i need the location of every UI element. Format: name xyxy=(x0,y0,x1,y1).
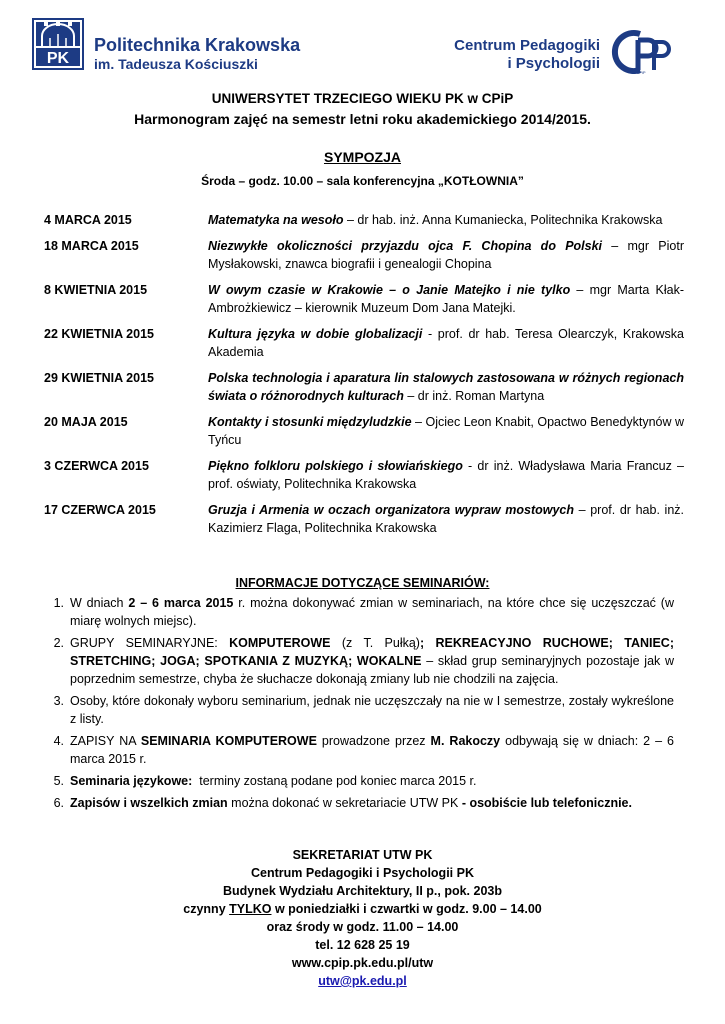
item-text-bold: Seminaria językowe: xyxy=(70,774,193,788)
schedule-date: 3 CZERWCA 2015 xyxy=(44,459,149,473)
schedule-row xyxy=(44,369,684,405)
lecture-title: Niezwykłe okoliczności przyjazdu ojca F. Chopina do Polski xyxy=(208,239,603,253)
schedule-date: 4 MARCA 2015 xyxy=(44,213,132,227)
info-title: INFORMACJE DOTYCZĄCE SEMINARIÓW: xyxy=(235,576,490,590)
info-item xyxy=(44,692,674,728)
item-text-bold: KOMPUTEROWE xyxy=(229,636,331,650)
lecture-speaker: – Ojciec Leon Knabit, Opactwo Benedyktynów w Tyńcu xyxy=(208,415,685,447)
item-text-part: można dokonać w sekretariacie UTW PK xyxy=(227,796,462,810)
schedule-description xyxy=(208,211,684,229)
lecture-speaker: – dr hab. inż. Anna Kumaniecka, Politechnika Krakowska xyxy=(343,213,663,227)
schedule-description xyxy=(208,369,684,405)
item-number: 6. xyxy=(53,796,64,810)
section-title: SYMPOZJA xyxy=(323,149,401,165)
schedule-description xyxy=(208,237,684,273)
svg-text:CPiP: CPiP xyxy=(636,70,646,75)
schedule-row xyxy=(44,211,684,229)
section-subtitle: Środa – godz. 10.00 – sala konferencyjna „KOTŁOWNIA” xyxy=(201,174,524,188)
item-number: 4. xyxy=(53,734,64,748)
lecture-title: Piękno folkloru polskiego i słowiańskiego xyxy=(208,459,463,473)
footer-website: www.cpip.pk.edu.pl/utw xyxy=(291,956,434,970)
schedule-description xyxy=(208,325,684,361)
schedule-row xyxy=(44,237,684,273)
footer-hours-emphasis: TYLKO xyxy=(229,902,272,916)
item-text-part: r. można dokonywać zmian w seminariach, na które chce się uczęszczać (w miarę wolnych miejsc). xyxy=(70,596,674,628)
schedule-list xyxy=(44,211,684,545)
cpip-logo-icon xyxy=(610,28,672,76)
schedule-date: 29 KWIETNIA 2015 xyxy=(44,371,154,385)
item-text-bold: M. Rakoczy xyxy=(430,734,501,748)
footer-address: Budynek Wydziału Architektury, II p., pok. 203b xyxy=(223,884,502,898)
item-text-part: ZAPISY NA xyxy=(70,734,141,748)
item-text-part: – skład grup seminaryjnych pozostaje jak w poprzednim semestrze, chyba że słuchacze dokonają zmiany lub nie chodzili na zajęcia. xyxy=(70,654,674,686)
lecture-title: Gruzja i Armenia w oczach organizatora wypraw mostowych xyxy=(208,503,575,517)
center-name xyxy=(454,37,600,73)
schedule-date: 20 MAJA 2015 xyxy=(44,415,128,429)
letterhead xyxy=(32,18,682,76)
footer-email-link[interactable]: utw@pk.edu.pl xyxy=(318,974,407,988)
footer-hours-part: czynny xyxy=(183,902,230,916)
schedule-row xyxy=(44,325,684,361)
lecture-speaker: - prof. dr hab. Teresa Olearczyk, Krakowska Akademia xyxy=(208,327,684,359)
schedule-row xyxy=(44,457,684,493)
item-text xyxy=(70,772,674,790)
footer-hours xyxy=(0,900,725,918)
footer-phone: tel. 12 628 25 19 xyxy=(315,938,410,952)
item-text-bold: ; REKREACYJNO RUCHOWE; TANIEC; STRETCHING; JOGA; SPOTKANIA Z MUZYKĄ; WOKALNE xyxy=(70,636,675,668)
item-text xyxy=(70,594,674,630)
item-text xyxy=(70,794,674,812)
schedule-row xyxy=(44,413,684,449)
lecture-title: Kontakty i stosunki międzyludzkie xyxy=(208,415,412,429)
item-text xyxy=(70,732,674,768)
lecture-title: Kultura języka w dobie globalizacji xyxy=(208,327,423,341)
lecture-speaker: – mgr Piotr Mysłakowski, znawca biografii i genealogii Chopina xyxy=(208,239,684,271)
lecture-title: Polska technologia i aparatura lin stalowych zastosowana w różnych regionach świata o różnorodnych kulturach xyxy=(208,371,684,403)
footer-heading: SEKRETARIAT UTW PK xyxy=(292,848,433,862)
item-text-part: Osoby, które dokonały wyboru seminarium, jednak nie uczęszczały na nie w I semestrze, zostały wykreślone z listy. xyxy=(70,694,674,726)
item-text-part: GRUPY SEMINARYJNE: xyxy=(70,636,230,650)
lecture-speaker: – prof. dr hab. inż. Kazimierz Flaga, Politechnika Krakowska xyxy=(208,503,684,535)
item-number: 2. xyxy=(53,636,64,650)
university-name: Politechnika Krakowska xyxy=(94,35,301,55)
center-name-line1: Centrum Pedagogiki xyxy=(454,37,600,54)
contact-footer xyxy=(0,846,725,990)
item-text xyxy=(70,634,674,688)
item-text xyxy=(70,692,674,728)
lecture-title: Matematyka na wesoło xyxy=(208,213,344,227)
schedule-description xyxy=(208,457,684,493)
item-number: 3. xyxy=(53,694,64,708)
item-text-bold: Zapisów i wszelkich zmian xyxy=(70,796,228,810)
item-number: 1. xyxy=(53,596,64,610)
footer-hours-part: w poniedziałki i czwartki w godz. 9.00 – 14.00 xyxy=(271,902,542,916)
lecture-speaker: - dr inż. Władysława Maria Francuz – prof. oświaty, Politechnika Krakowska xyxy=(208,459,684,491)
svg-text:PK: PK xyxy=(46,50,70,67)
footer-hours-wednesday: oraz środy w godz. 11.00 – 14.00 xyxy=(266,920,459,934)
schedule-row xyxy=(44,501,684,537)
item-text-bold: SEMINARIA KOMPUTEROWE xyxy=(140,734,317,748)
info-item xyxy=(44,732,674,768)
schedule-row xyxy=(44,281,684,317)
item-text-bold: - osobiście lub telefonicznie. xyxy=(461,796,632,810)
item-text-part: prowadzone przez xyxy=(316,734,431,748)
schedule-description xyxy=(208,413,684,449)
info-item xyxy=(44,772,674,790)
lecture-speaker: – dr inż. Roman Martyna xyxy=(403,389,545,403)
schedule-date: 17 CZERWCA 2015 xyxy=(44,503,156,517)
center-name-line2: i Psychologii xyxy=(507,55,600,72)
lecture-title: W owym czasie w Krakowie – o Janie Matejko i nie tylko xyxy=(208,283,571,297)
item-text-part: odbywają się w dniach: 2 – 6 marca 2015 r. xyxy=(70,734,674,766)
info-item xyxy=(44,594,674,630)
item-text-bold: 2 – 6 marca 2015 xyxy=(128,596,234,610)
schedule-date: 18 MARCA 2015 xyxy=(44,239,139,253)
item-text-part: (z T. Pułką) xyxy=(330,636,420,650)
item-text-part: terminy zostaną podane pod koniec marca 2015 r. xyxy=(192,774,477,788)
schedule-date: 22 KWIETNIA 2015 xyxy=(44,327,154,341)
schedule-date: 8 KWIETNIA 2015 xyxy=(44,283,148,297)
info-item xyxy=(44,634,674,688)
document-title: UNIWERSYTET TRZECIEGO WIEKU PK w CPiP xyxy=(211,91,514,106)
schedule-description xyxy=(208,501,684,537)
document-subtitle: Harmonogram zajęć na semestr letni roku akademickiego 2014/2015. xyxy=(134,111,591,127)
pk-logo-icon xyxy=(32,18,84,70)
university-subtitle: im. Tadeusza Kościuszki xyxy=(94,56,258,72)
footer-center: Centrum Pedagogiki i Psychologii PK xyxy=(251,866,474,880)
lecture-speaker: – mgr Marta Kłak-Ambrożkiewicz – kierownik Muzeum Dom Jana Matejki. xyxy=(208,283,684,315)
item-number: 5. xyxy=(53,774,64,788)
item-text-part: W dniach xyxy=(70,596,129,610)
info-list xyxy=(44,594,674,816)
info-item xyxy=(44,794,674,812)
schedule-description xyxy=(208,281,684,317)
